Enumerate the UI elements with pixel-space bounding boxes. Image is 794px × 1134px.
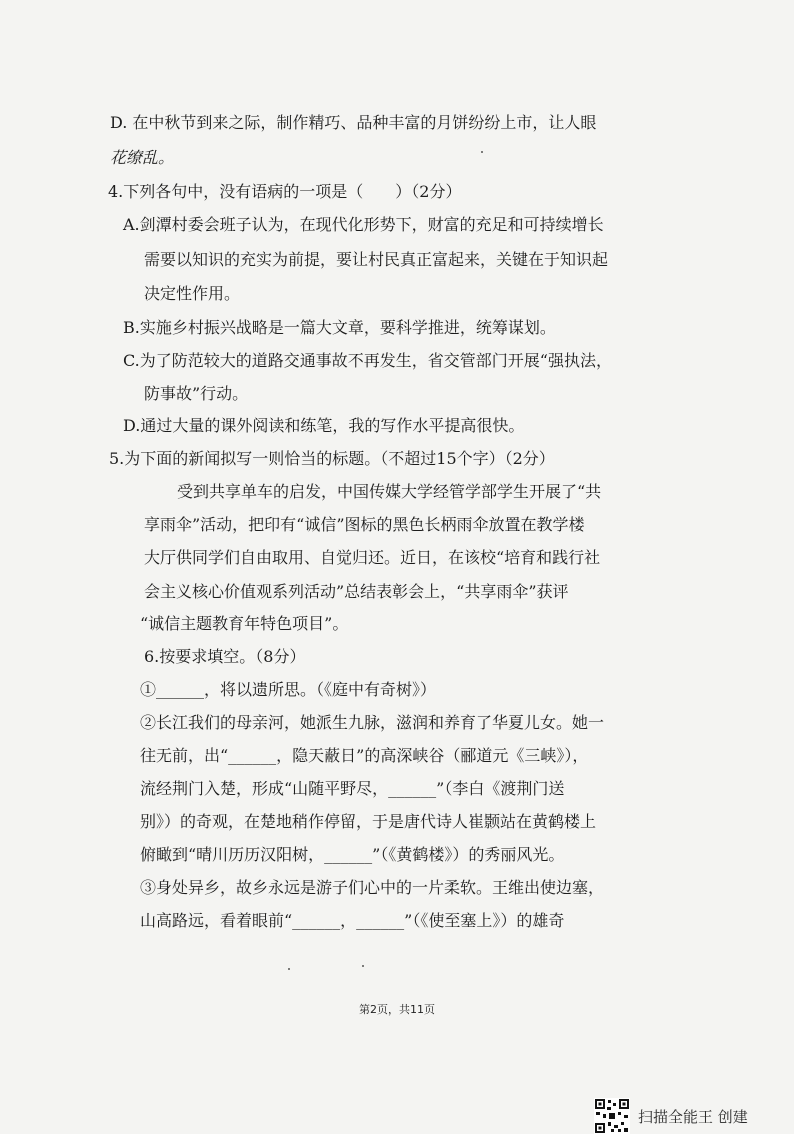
scan-speck bbox=[288, 968, 290, 970]
page-footer: 第2页，共11页 bbox=[359, 1003, 435, 1016]
q4-option-c-line-2: 防事故”行动。 bbox=[144, 384, 249, 403]
scan-speck bbox=[362, 965, 364, 967]
q4-option-b: B.实施乡村振兴战略是一篇大文章，要科学推进，统筹谋划。 bbox=[123, 318, 556, 337]
q4-option-d: D.通过大量的课外阅读和练笔，我的写作水平提高很快。 bbox=[123, 416, 525, 435]
question-5-title: 5.为下面的新闻拟写一则恰当的标题。（不超过15个字）（2分） bbox=[109, 449, 555, 468]
news-passage-line-3: 大厅供同学们自由取用、自觉归还。近日，在该校“培育和践行社 bbox=[144, 548, 601, 567]
news-passage-line-1: 受到共享单车的启发，中国传媒大学经管学部学生开展了“共 bbox=[177, 482, 602, 501]
option-d-line-1: D. 在中秋节到来之际，制作精巧、品种丰富的月饼纷纷上市，让人眼 bbox=[110, 113, 597, 132]
news-passage-line-5: “诚信主题教育年特色项目”。 bbox=[140, 614, 349, 633]
q6-item-2-line-5: 俯瞰到“晴川历历汉阳树，______”（《黄鹤楼》）的秀丽风光。 bbox=[140, 845, 565, 864]
news-passage-line-2: 享雨伞”活动，把印有“诚信”图标的黑色长柄雨伞放置在教学楼 bbox=[144, 515, 585, 534]
scan-speck bbox=[481, 151, 483, 153]
scanner-watermark bbox=[594, 1098, 748, 1134]
news-passage-line-4: 会主义核心价值观系列活动”总结表彰会上，“共享雨伞”获评 bbox=[144, 582, 569, 601]
question-6-title: 6.按要求填空。（8分） bbox=[144, 647, 306, 666]
question-4-title: 4.下列各句中，没有语病的一项是（ ）（2分） bbox=[108, 182, 462, 201]
q6-item-3-line-2: 山高路远，看着眼前“______，______”（《使至塞上》）的雄奇 bbox=[140, 911, 565, 930]
q6-item-2-line-2: 往无前，出“______，隐天蔽日”的高深峡谷（郦道元《三峡》）， bbox=[140, 746, 589, 765]
scanner-brand-text: 扫描全能王 创建 bbox=[638, 1107, 748, 1126]
qr-code-icon bbox=[594, 1098, 630, 1134]
q4-option-c-line-1: C.为了防范较大的道路交通事故不再发生，省交管部门开展“强执法， bbox=[123, 351, 612, 370]
q4-option-a-line-2: 需要以知识的充实为前提，要让村民真正富起来，关键在于知识起 bbox=[144, 250, 609, 269]
q6-item-1: ①______，将以遗所思。（《庭中有奇树》） bbox=[140, 680, 437, 699]
q6-item-2-line-3: 流经荆门入楚，形成“山随平野尽，______”（李白《渡荆门送 bbox=[140, 779, 565, 798]
q4-option-a-line-3: 决定性作用。 bbox=[144, 284, 241, 303]
option-d-line-2: 花缭乱。 bbox=[110, 148, 175, 167]
q4-option-a-line-1: A.剑潭村委会班子认为，在现代化形势下，财富的充足和可持续增长 bbox=[123, 215, 604, 234]
q6-item-2-line-4: 别》）的奇观，在楚地稍作停留，于是唐代诗人崔颢站在黄鹤楼上 bbox=[140, 812, 597, 831]
q6-item-3-line-1: ③身处异乡，故乡永远是游子们心中的一片柔软。王维出使边塞， bbox=[140, 878, 605, 897]
q6-item-2-line-1: ②长江我们的母亲河，她派生九脉，滋润和养育了华夏儿女。她一 bbox=[140, 713, 605, 732]
